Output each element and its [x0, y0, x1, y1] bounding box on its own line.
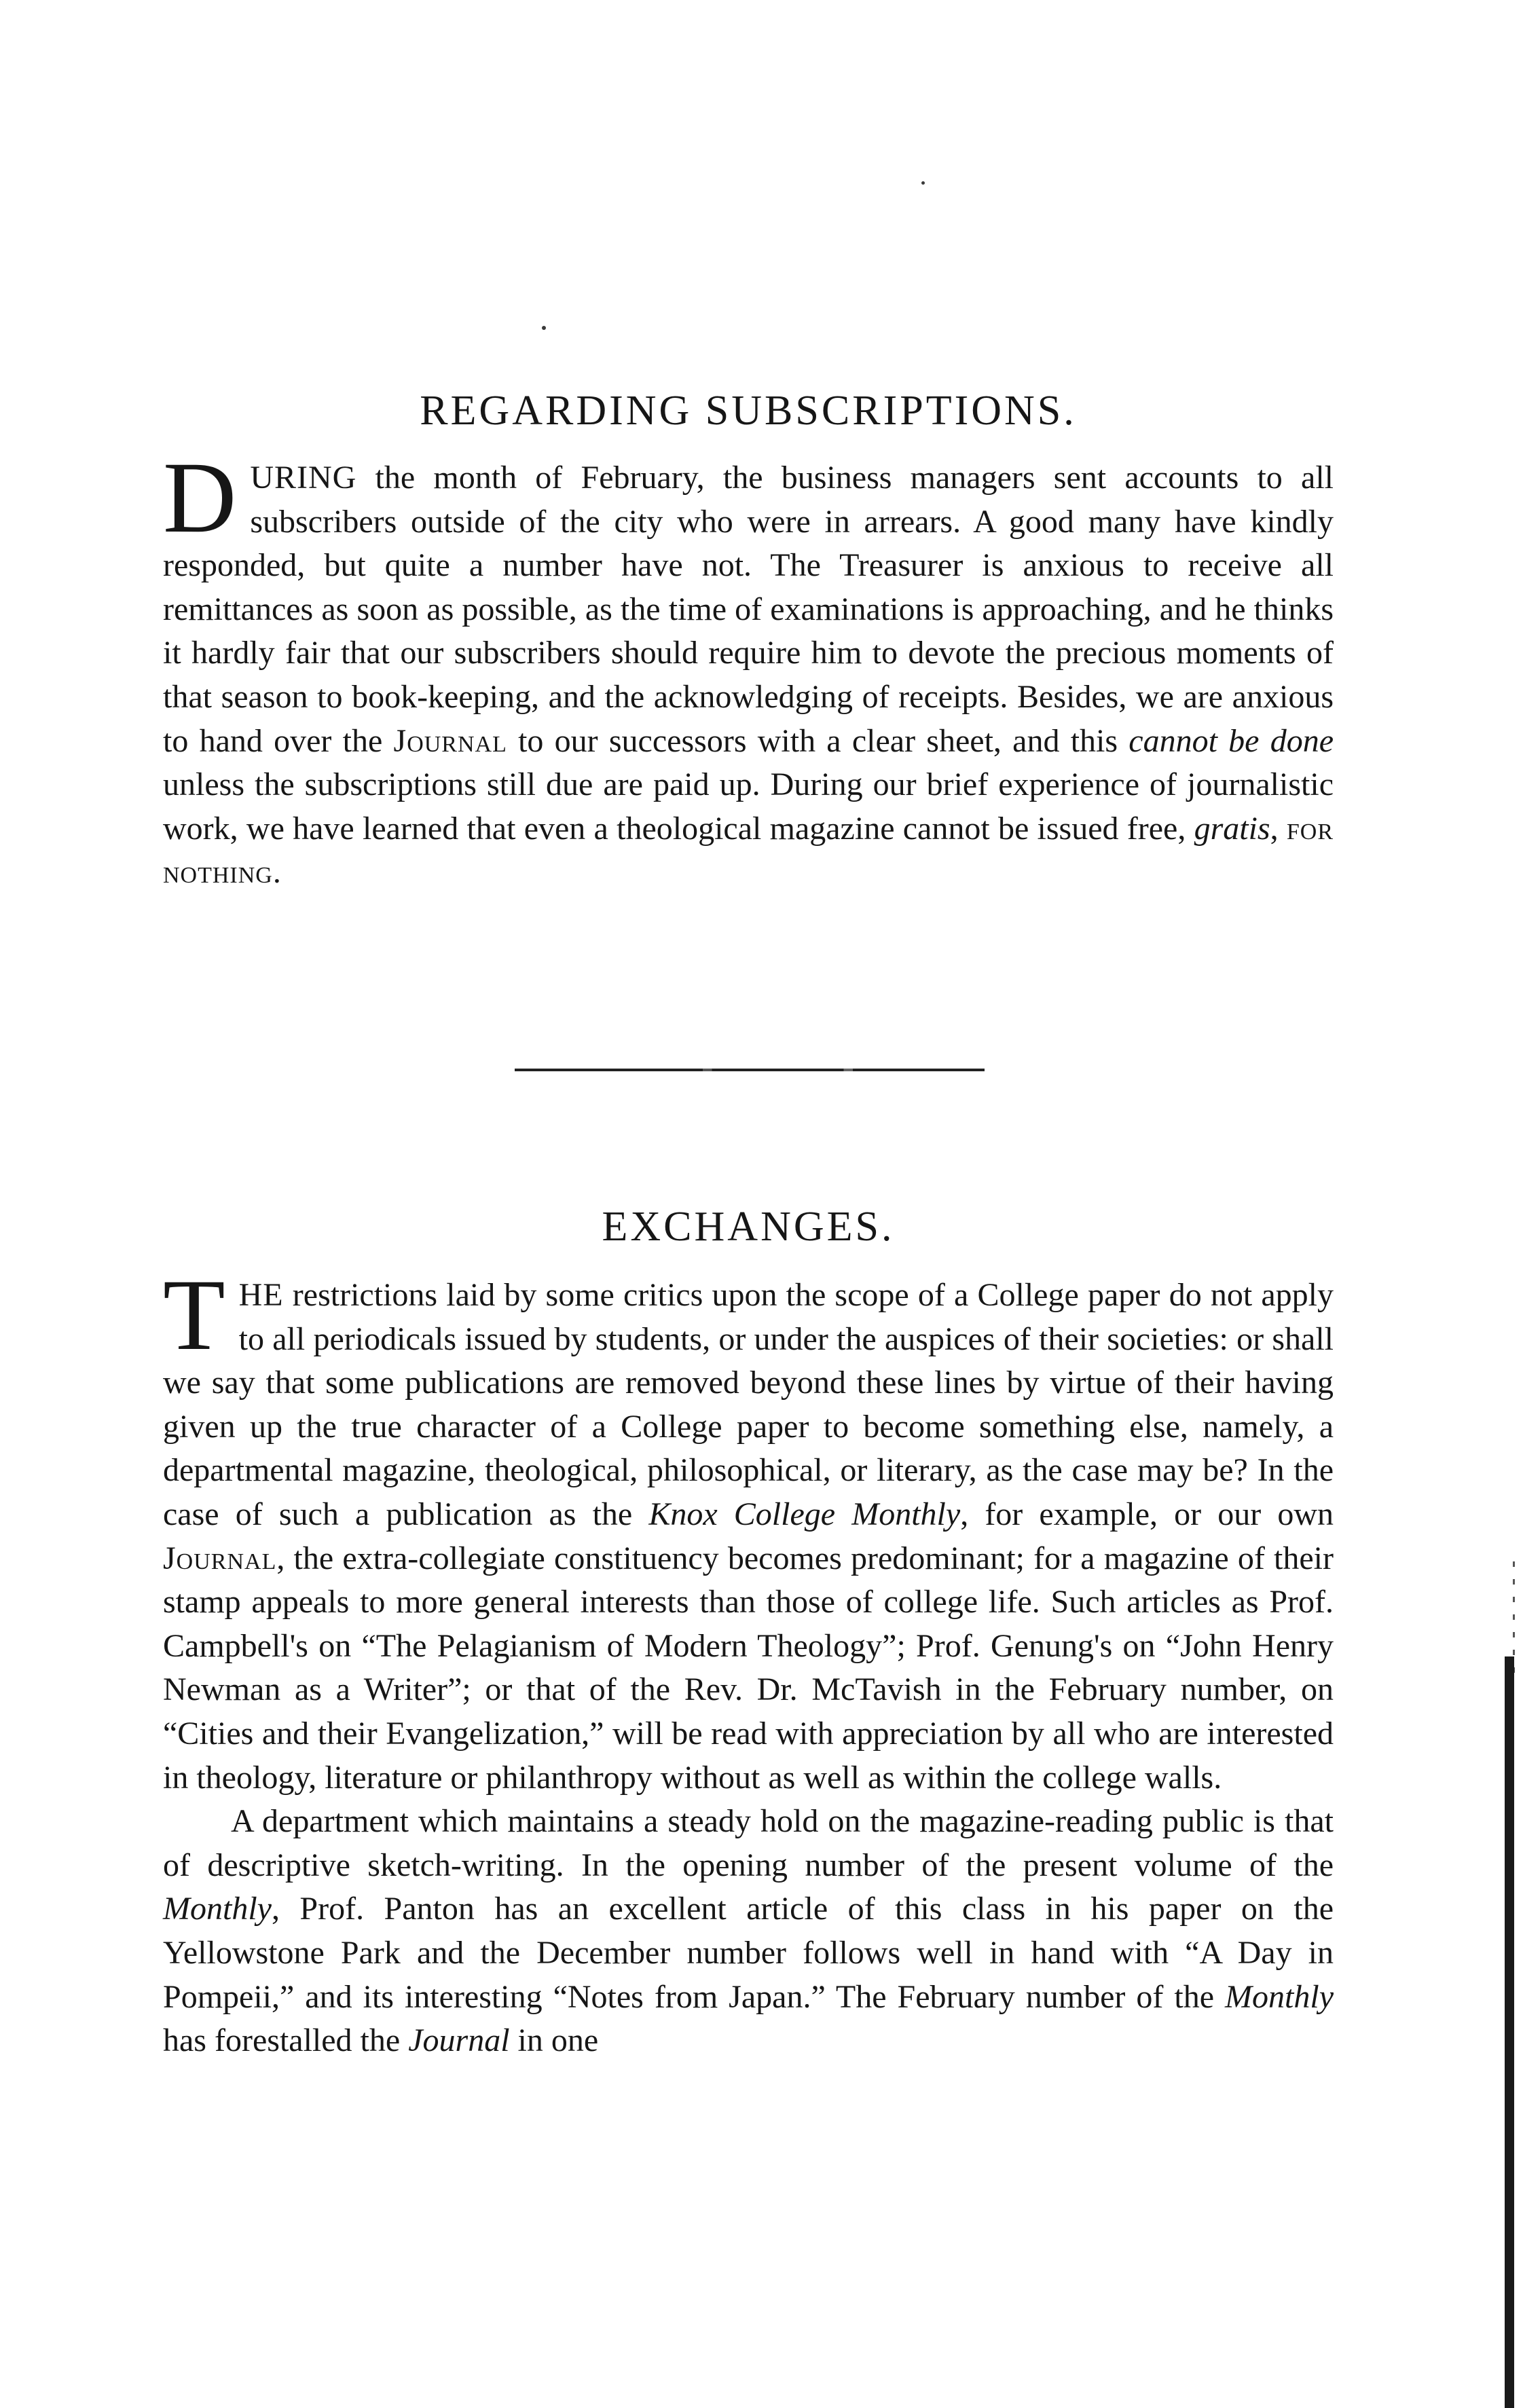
text-run: has forestalled the [163, 2022, 409, 2059]
italic-title: Journal [408, 2022, 510, 2059]
first-word: HE [238, 1277, 284, 1313]
italic-title: Monthly [1225, 1978, 1334, 2015]
exchanges-paragraph-2 [163, 1800, 1334, 2063]
italic-title: Monthly [163, 1891, 272, 1927]
text-run: the month of February, the business managers sent accounts to all subscribers outside of the city who were in arrears. A good many have kindly responded, but quite a number have not. The Treasurer is anxious to receive all remittances as soon as possible, as the time of examinations is approaching, and he thinks it hardly fair that our subscribers should require him to devote the precious moments of that season to book-keeping, and the acknowledging of receipts. Besides, we are anxious to hand over the [163, 460, 1334, 759]
page-edge-shadow [1505, 1656, 1514, 2408]
subscriptions-heading: REGARDING SUBSCRIPTIONS. [420, 388, 1077, 434]
drop-cap: D [163, 441, 237, 554]
text-run: A department which maintains a steady hold on the magazine-reading public is that of descriptive sketch-writing. In the opening number of the present volume of the [163, 1803, 1334, 1883]
journal-title: Journal [163, 1540, 277, 1576]
text-run: in one [509, 2022, 599, 2059]
text-run: to our successors with a clear sheet, and this [507, 722, 1129, 759]
text-run: , Prof. Panton has an excellent article of this class in his paper on the Yellowstone Park and the December number follows well in hand with “A Day in Pompeii,” and its interesting “Notes from Japan.” The February number of the [163, 1891, 1334, 2015]
text-run: , for example, or our own [960, 1496, 1334, 1532]
italic-phrase: cannot be done [1129, 722, 1334, 759]
drop-cap: T [163, 1259, 225, 1371]
first-word: URING [250, 460, 357, 496]
italic-word: gratis [1194, 810, 1270, 847]
exchanges-heading: EXCHANGES. [602, 1204, 895, 1250]
subscriptions-paragraph [163, 441, 1334, 895]
text-run: , [1270, 810, 1287, 847]
italic-title: Knox College Monthly [648, 1496, 961, 1532]
journal-title: Journal [393, 722, 507, 759]
exchanges-paragraph-1 [163, 1259, 1334, 1800]
exchanges-section [163, 1206, 1334, 2063]
small-caps-phrase: for nothing. [163, 810, 1334, 891]
ink-speck [921, 181, 925, 185]
text-run: , the extra-collegiate constituency becomes predominant; for a magazine of their stamp appeals to more general interests than those of college life. Such articles as Prof. Campbell's on “The Pelagianism of Modern Theology”; Prof. Genung's on “John Henry Newman as a Writer”; or that of the Rev. Dr. McTavish in the February number, on “Cities and their Evangelization,” will be read with appreciation by all who are interested in theology, literature or philanthropy without as well as within the college walls. [163, 1540, 1334, 1796]
text-run: unless the subscriptions still due are paid up. During our brief experience of journalistic work, we have learned that even a theological magazine cannot be issued free, [163, 766, 1334, 847]
subscriptions-section [163, 390, 1334, 895]
text-run: restrictions laid by some critics upon the scope of a College paper do not apply to all periodicals issued by students, or under the auspices of their societies: or shall we say that some publications are removed beyond these lines by virtue of their having given up the true character of a College paper to become something else, namely, a departmental magazine, theological, philosophical, or literary, as the case may be? In the case of such a publication as the [163, 1277, 1334, 1532]
section-divider [515, 1069, 985, 1071]
ink-speck [542, 326, 546, 330]
